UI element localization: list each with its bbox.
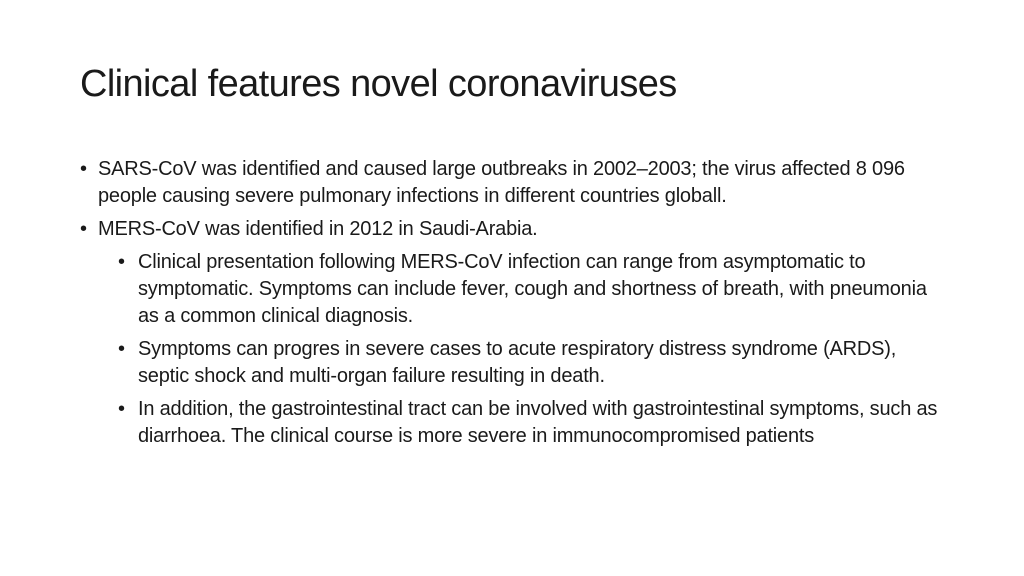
sub-bullet-text: Clinical presentation following MERS-CoV infection can range from asymptomatic to symptomatic. Symptoms can include fever, cough and shortness of breath, with pneumonia as a common clinical diagnosis.: [138, 251, 927, 327]
bullet-sars: [80, 156, 950, 210]
bullet-mers: [80, 216, 950, 243]
sub-bullet-text: Symptoms can progres in severe cases to acute respiratory distress syndrome (ARDS), septic shock and multi-organ failure resulting in death.: [138, 338, 897, 387]
sub-bullet-gastrointestinal: [118, 396, 950, 450]
sub-bullet-dot: •: [118, 338, 125, 360]
sub-bullet-clinical-presentation: [118, 249, 950, 330]
sub-bullet-dot: •: [118, 251, 125, 273]
sub-bullet-list: [80, 249, 950, 450]
bullet-text: MERS-CoV was identified in 2012 in Saudi-Arabia.: [98, 218, 538, 240]
bullet-text: SARS-CoV was identified and caused large outbreaks in 2002–2003; the virus affected 8 096 people causing severe pulmonary infections in different countries globall.: [98, 158, 905, 207]
slide-body: [80, 156, 950, 456]
bullet-dot: •: [80, 218, 87, 240]
sub-bullet-text: In addition, the gastrointestinal tract can be involved with gastrointestinal symptoms, such as diarrhoea. The clinical course is more severe in immunocompromised patients: [138, 398, 938, 447]
slide-title: Clinical features novel coronaviruses: [80, 63, 677, 105]
sub-bullet-severe-cases: [118, 336, 950, 390]
bullet-dot: •: [80, 158, 87, 180]
sub-bullet-dot: •: [118, 398, 125, 420]
